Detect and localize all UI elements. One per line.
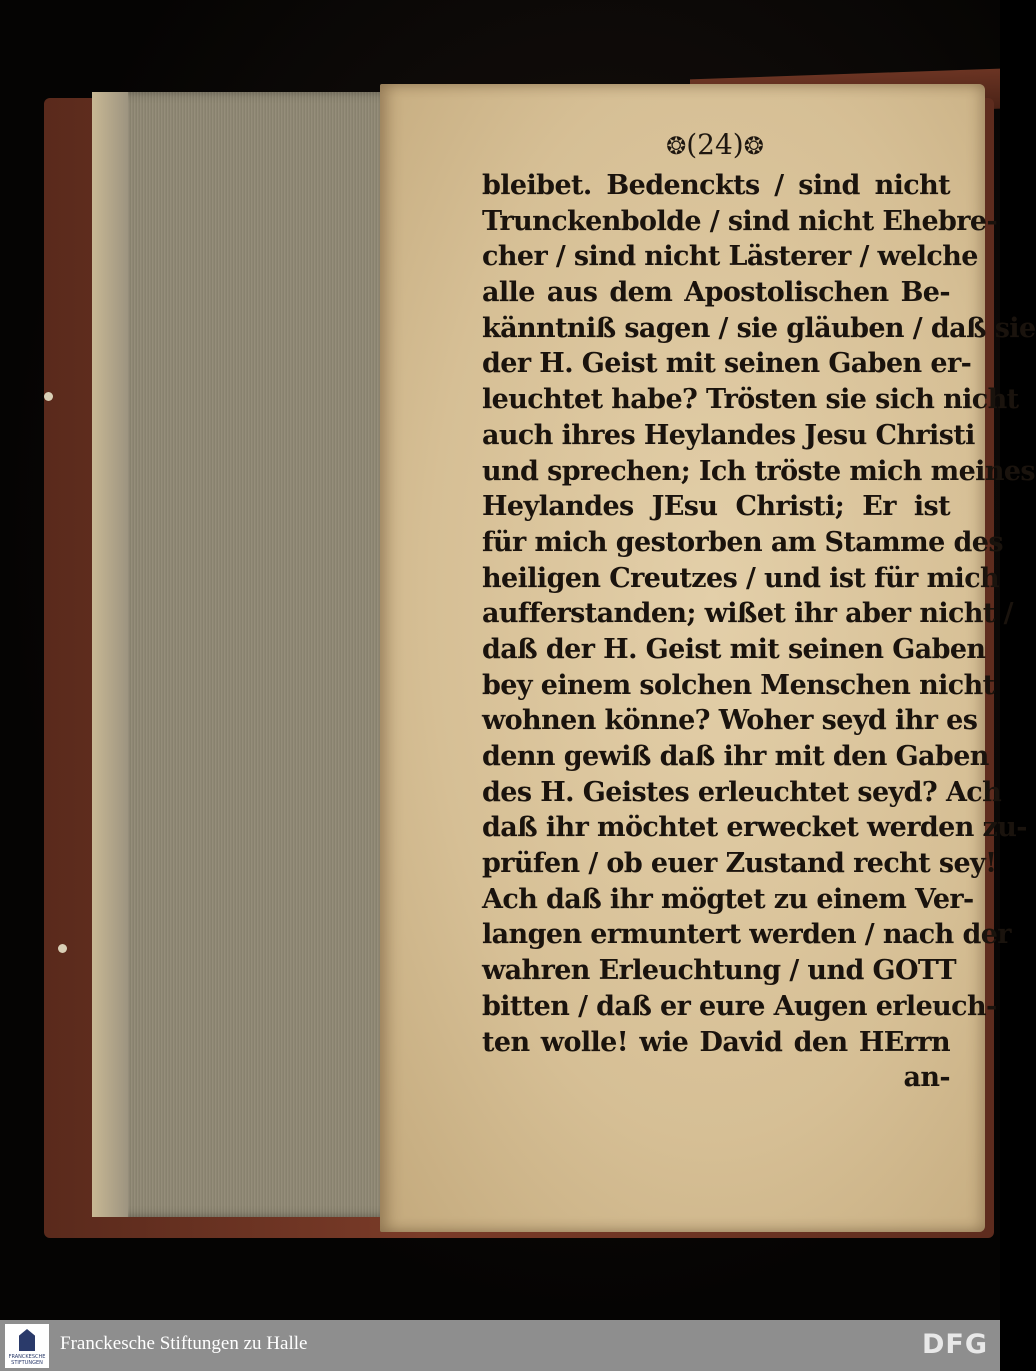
dfg-logo[interactable]: DFG [921, 1329, 988, 1360]
text-line: prüfen / ob euer Zustand recht sey! [482, 848, 997, 880]
logo-text [5, 1354, 49, 1366]
text-line: für mich gestorben am Stamme des [482, 526, 1003, 558]
clasp-pin [44, 392, 53, 401]
text-line: des H. Geistes erleuchtet seyd? Ach [482, 776, 1002, 808]
text-line: alle aus dem Apostolischen Be- [482, 277, 950, 309]
text-line: leuchtet habe? Trösten sie sich nicht [482, 384, 1019, 416]
footer-bar [0, 1320, 1000, 1371]
page-edges [92, 92, 402, 1217]
ornament-right-icon: ❂ [743, 132, 764, 160]
institution-link[interactable]: Franckesche Stiftungen zu Halle [60, 1333, 308, 1354]
page-number [650, 128, 780, 161]
franckesche-logo[interactable] [5, 1324, 49, 1368]
text-line: Ach daß ihr mögtet zu einem Ver- [482, 883, 974, 915]
text-line: daß ihr möchtet erwecket werden zu- [482, 812, 1027, 844]
text-line: wahren Erleuchtung / und GOTT [482, 955, 956, 987]
text-line: känntniß sagen / sie gläuben / daß sie [482, 312, 1036, 344]
text-line: bitten / daß er eure Augen erleuch- [482, 990, 997, 1022]
ornament-left-icon: ❂ [666, 132, 687, 160]
catchword: an- [903, 1062, 950, 1094]
text-line: Heylandes JEsu Christi; Er ist [482, 491, 950, 523]
text-line: daß der H. Geist mit seinen Gaben [482, 633, 986, 665]
logo-text-line1: FRANCKESCHE [8, 1354, 46, 1360]
text-line: bleibet. Bedenckts / sind nicht [482, 170, 950, 201]
text-line: heiligen Creutzes / und ist für mich [482, 562, 1000, 594]
text-line: auch ihres Heylandes Jesu Christi [482, 419, 975, 451]
text-line: wohnen könne? Woher seyd ihr es [482, 705, 978, 737]
page-number-value: (24) [686, 128, 744, 161]
text-line: bey einem solchen Menschen nicht [482, 669, 995, 701]
page-text [482, 168, 1036, 1096]
text-line: langen ermuntert werden / nach der [482, 919, 1011, 951]
text-line: cher / sind nicht Lästerer / welche [482, 241, 978, 273]
text-line: der H. Geist mit seinen Gaben er- [482, 348, 972, 380]
text-line: aufferstanden; wißet ihr aber nicht / [482, 598, 1013, 630]
text-line: ten wolle! wie David den HErrn [482, 1026, 950, 1058]
clasp-pin [58, 944, 67, 953]
text-line: Trunckenbolde / sind nicht Ehebre- [482, 205, 998, 237]
building-icon [19, 1329, 35, 1351]
text-line: denn gewiß daß ihr mit den Gaben [482, 741, 989, 772]
text-line: und sprechen; Ich tröste mich meines [482, 455, 1036, 487]
logo-text-line2: STIFTUNGEN [11, 1360, 43, 1366]
